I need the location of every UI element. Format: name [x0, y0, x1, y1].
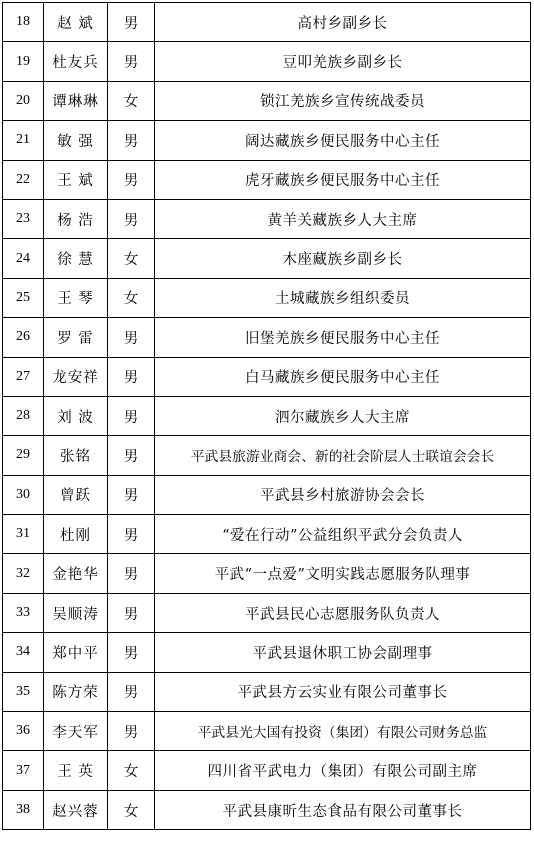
- name-cell: 刘 波: [44, 396, 108, 435]
- gender-cell: 男: [108, 396, 155, 435]
- table-row: [3, 515, 531, 554]
- gender-cell: 男: [108, 3, 155, 42]
- gender-cell: 男: [108, 633, 155, 672]
- gender-cell: 男: [108, 554, 155, 593]
- table-row: [3, 81, 531, 120]
- position-cell: 虎牙藏族乡便民服务中心主任: [155, 160, 531, 199]
- table-row: [3, 554, 531, 593]
- gender-cell: 男: [108, 357, 155, 396]
- name-cell: 吴顺涛: [44, 593, 108, 632]
- position-cell: 旧堡羌族乡便民服务中心主任: [155, 318, 531, 357]
- name-cell: 王 英: [44, 751, 108, 790]
- row-number-cell: 29: [3, 436, 44, 475]
- table-row: [3, 593, 531, 632]
- gender-cell: 男: [108, 436, 155, 475]
- table-row: [3, 672, 531, 711]
- table-row: [3, 712, 531, 751]
- name-cell: 杜友兵: [44, 42, 108, 81]
- gender-cell: 女: [108, 239, 155, 278]
- name-cell: 王 斌: [44, 160, 108, 199]
- name-cell: 赵兴蓉: [44, 790, 108, 829]
- name-cell: 金艳华: [44, 554, 108, 593]
- position-cell: 平武县方云实业有限公司董事长: [155, 672, 531, 711]
- position-cell: 四川省平武电力（集团）有限公司副主席: [155, 751, 531, 790]
- table-row: [3, 751, 531, 790]
- table-row: [3, 3, 531, 42]
- gender-cell: 男: [108, 593, 155, 632]
- row-number-cell: 27: [3, 357, 44, 396]
- name-cell: 龙安祥: [44, 357, 108, 396]
- row-number-cell: 36: [3, 712, 44, 751]
- name-cell: 张铭: [44, 436, 108, 475]
- position-cell: 黄羊关藏族乡人大主席: [155, 199, 531, 238]
- gender-cell: 男: [108, 672, 155, 711]
- position-cell: 阔达藏族乡便民服务中心主任: [155, 121, 531, 160]
- position-cell: 平武县民心志愿服务队负责人: [155, 593, 531, 632]
- name-cell: 王 琴: [44, 278, 108, 317]
- position-cell: 平武县旅游业商会、新的社会阶层人士联谊会会长: [155, 436, 531, 475]
- name-cell: 杨 浩: [44, 199, 108, 238]
- position-cell: 豆叩羌族乡副乡长: [155, 42, 531, 81]
- table-row: [3, 396, 531, 435]
- gender-cell: 男: [108, 121, 155, 160]
- position-cell: 平武县光大国有投资（集团）有限公司财务总监: [155, 712, 531, 751]
- position-cell: 泗尔藏族乡人大主席: [155, 396, 531, 435]
- row-number-cell: 35: [3, 672, 44, 711]
- name-cell: 罗 雷: [44, 318, 108, 357]
- position-cell: 高村乡副乡长: [155, 3, 531, 42]
- table-row: [3, 633, 531, 672]
- gender-cell: 男: [108, 712, 155, 751]
- table-body: [3, 3, 531, 830]
- table-row: [3, 160, 531, 199]
- personnel-table: [2, 2, 531, 830]
- row-number-cell: 28: [3, 396, 44, 435]
- name-cell: 敏 强: [44, 121, 108, 160]
- table-row: [3, 278, 531, 317]
- row-number-cell: 26: [3, 318, 44, 357]
- table-row: [3, 475, 531, 514]
- table-row: [3, 239, 531, 278]
- table-row: [3, 199, 531, 238]
- row-number-cell: 30: [3, 475, 44, 514]
- gender-cell: 女: [108, 278, 155, 317]
- row-number-cell: 25: [3, 278, 44, 317]
- position-cell: 平武县退休职工协会副理事: [155, 633, 531, 672]
- position-cell: 锁江羌族乡宣传统战委员: [155, 81, 531, 120]
- gender-cell: 男: [108, 318, 155, 357]
- gender-cell: 男: [108, 42, 155, 81]
- gender-cell: 男: [108, 160, 155, 199]
- row-number-cell: 31: [3, 515, 44, 554]
- table-row: [3, 121, 531, 160]
- table-row: [3, 42, 531, 81]
- row-number-cell: 19: [3, 42, 44, 81]
- row-number-cell: 24: [3, 239, 44, 278]
- row-number-cell: 20: [3, 81, 44, 120]
- table-row: [3, 436, 531, 475]
- gender-cell: 女: [108, 81, 155, 120]
- row-number-cell: 34: [3, 633, 44, 672]
- row-number-cell: 33: [3, 593, 44, 632]
- name-cell: 陈方荣: [44, 672, 108, 711]
- name-cell: 杜刚: [44, 515, 108, 554]
- table-row: [3, 318, 531, 357]
- name-cell: 曾跃: [44, 475, 108, 514]
- position-cell: 白马藏族乡便民服务中心主任: [155, 357, 531, 396]
- gender-cell: 男: [108, 515, 155, 554]
- name-cell: 赵 斌: [44, 3, 108, 42]
- row-number-cell: 37: [3, 751, 44, 790]
- gender-cell: 女: [108, 751, 155, 790]
- table-row: [3, 790, 531, 829]
- row-number-cell: 38: [3, 790, 44, 829]
- position-cell: “爱在行动”公益组织平武分会负责人: [155, 515, 531, 554]
- row-number-cell: 23: [3, 199, 44, 238]
- position-cell: 平武“一点爱”文明实践志愿服务队理事: [155, 554, 531, 593]
- row-number-cell: 22: [3, 160, 44, 199]
- gender-cell: 男: [108, 199, 155, 238]
- name-cell: 李天军: [44, 712, 108, 751]
- row-number-cell: 32: [3, 554, 44, 593]
- name-cell: 徐 慧: [44, 239, 108, 278]
- position-cell: 平武县乡村旅游协会会长: [155, 475, 531, 514]
- position-cell: 平武县康昕生态食品有限公司董事长: [155, 790, 531, 829]
- row-number-cell: 21: [3, 121, 44, 160]
- position-cell: 土城藏族乡组织委员: [155, 278, 531, 317]
- name-cell: 郑中平: [44, 633, 108, 672]
- position-cell: 木座藏族乡副乡长: [155, 239, 531, 278]
- gender-cell: 女: [108, 790, 155, 829]
- row-number-cell: 18: [3, 3, 44, 42]
- table-row: [3, 357, 531, 396]
- name-cell: 谭琳琳: [44, 81, 108, 120]
- gender-cell: 男: [108, 475, 155, 514]
